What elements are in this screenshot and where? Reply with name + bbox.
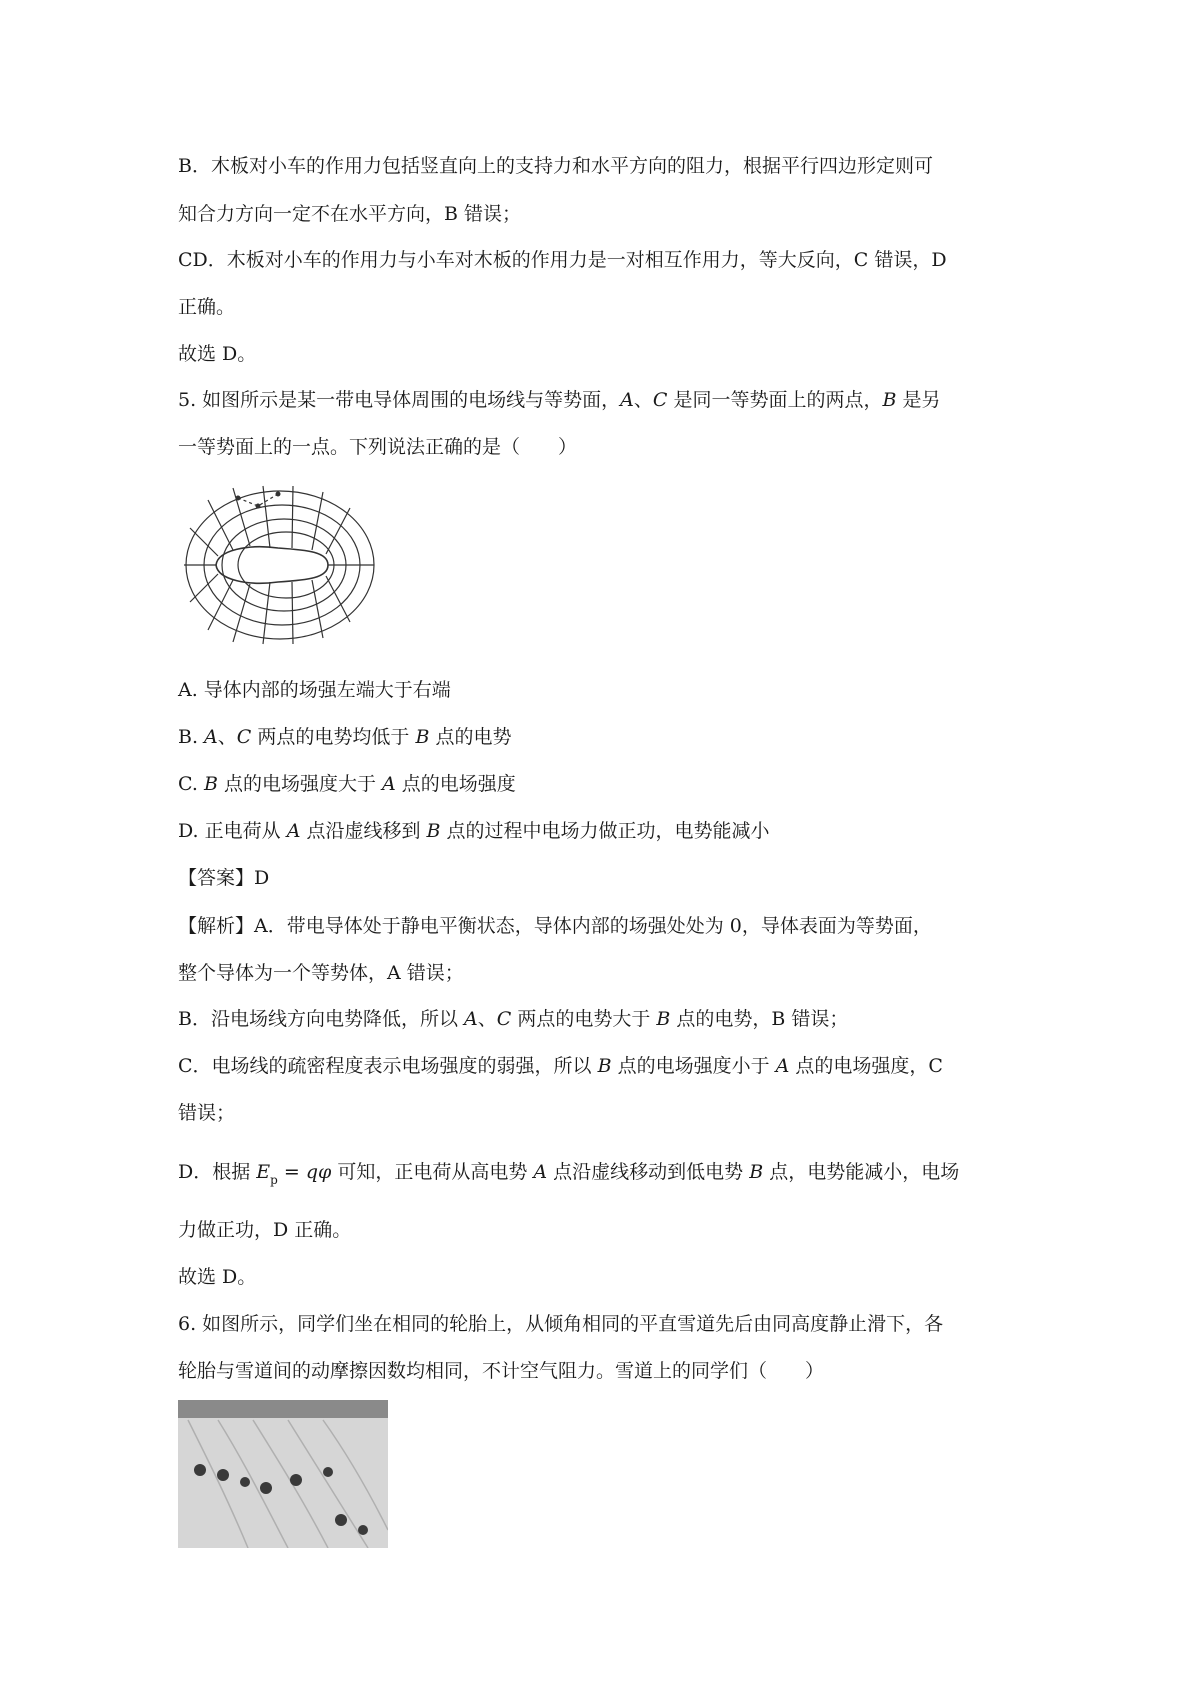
electric-field-figure <box>178 478 378 648</box>
q5-stem-line1: 5. 如图所示是某一带电导体周围的电场线与等势面，A、C 是同一等势面上的两点，B 是另 <box>178 389 941 411</box>
q5-explanation-d-line2: 力做正功，D 正确。 <box>178 1219 352 1241</box>
q6-stem-line2: 轮胎与雪道间的动摩擦因数均相同，不计空气阻力。雪道上的同学们（ ） <box>178 1360 825 1382</box>
conclusion-q5: 故选 D。 <box>178 1266 257 1288</box>
q5-option-a: A. 导体内部的场强左端大于右端 <box>178 679 451 701</box>
snow-slope-illustration <box>178 1400 388 1548</box>
q5-explanation-c-line2: 错误； <box>178 1102 236 1124</box>
q5-option-d: D. 正电荷从 A 点沿虚线移到 B 点的过程中电场力做正功，电势能减小 <box>178 820 770 842</box>
field-lines-diagram <box>178 478 378 648</box>
snow-slope-photo <box>178 1400 388 1548</box>
q5-explanation-a-line1: 【解析】A．带电导体处于静电平衡状态，导体内部的场强处处为 0，导体表面为等势面， <box>178 915 932 937</box>
explanation-cd-line2: 正确。 <box>178 296 236 318</box>
q5-explanation-b: B．沿电场线方向电势降低，所以 A、C 两点的电势大于 B 点的电势，B 错误； <box>178 1008 849 1030</box>
explanation-b-line1: B．木板对小车的作用力包括竖直向上的支持力和水平方向的阻力，根据平行四边形定则可 <box>178 155 933 177</box>
explanation-cd-line1: CD．木板对小车的作用力与小车对木板的作用力是一对相互作用力，等大反向，C 错误，D <box>178 249 947 271</box>
q5-explanation-a-line2: 整个导体为一个等势体，A 错误； <box>178 962 464 984</box>
q5-option-b: B. A、C 两点的电势均低于 B 点的电势 <box>178 726 512 748</box>
conclusion-q4: 故选 D。 <box>178 343 257 365</box>
q6-stem-line1: 6. 如图所示，同学们坐在相同的轮胎上，从倾角相同的平直雪道先后由同高度静止滑下，各 <box>178 1313 944 1335</box>
q5-stem-line2: 一等势面上的一点。下列说法正确的是（ ） <box>178 436 578 458</box>
q5-option-c: C. B 点的电场强度大于 A 点的电场强度 <box>178 773 516 795</box>
q5-answer: 【答案】D <box>178 867 270 889</box>
q5-explanation-c-line1: C．电场线的疏密程度表示电场强度的弱强，所以 B 点的电场强度小于 A 点的电场强度，C <box>178 1055 943 1077</box>
q5-explanation-d-line1: D．根据 $E_p = q\varphi$ 可知，正电荷从高电势 A 点沿虚线移动到低电势 B 点，电势能减小，电场 <box>178 1161 960 1187</box>
explanation-b-line2: 知合力方向一定不在水平方向，B 错误； <box>178 203 522 225</box>
